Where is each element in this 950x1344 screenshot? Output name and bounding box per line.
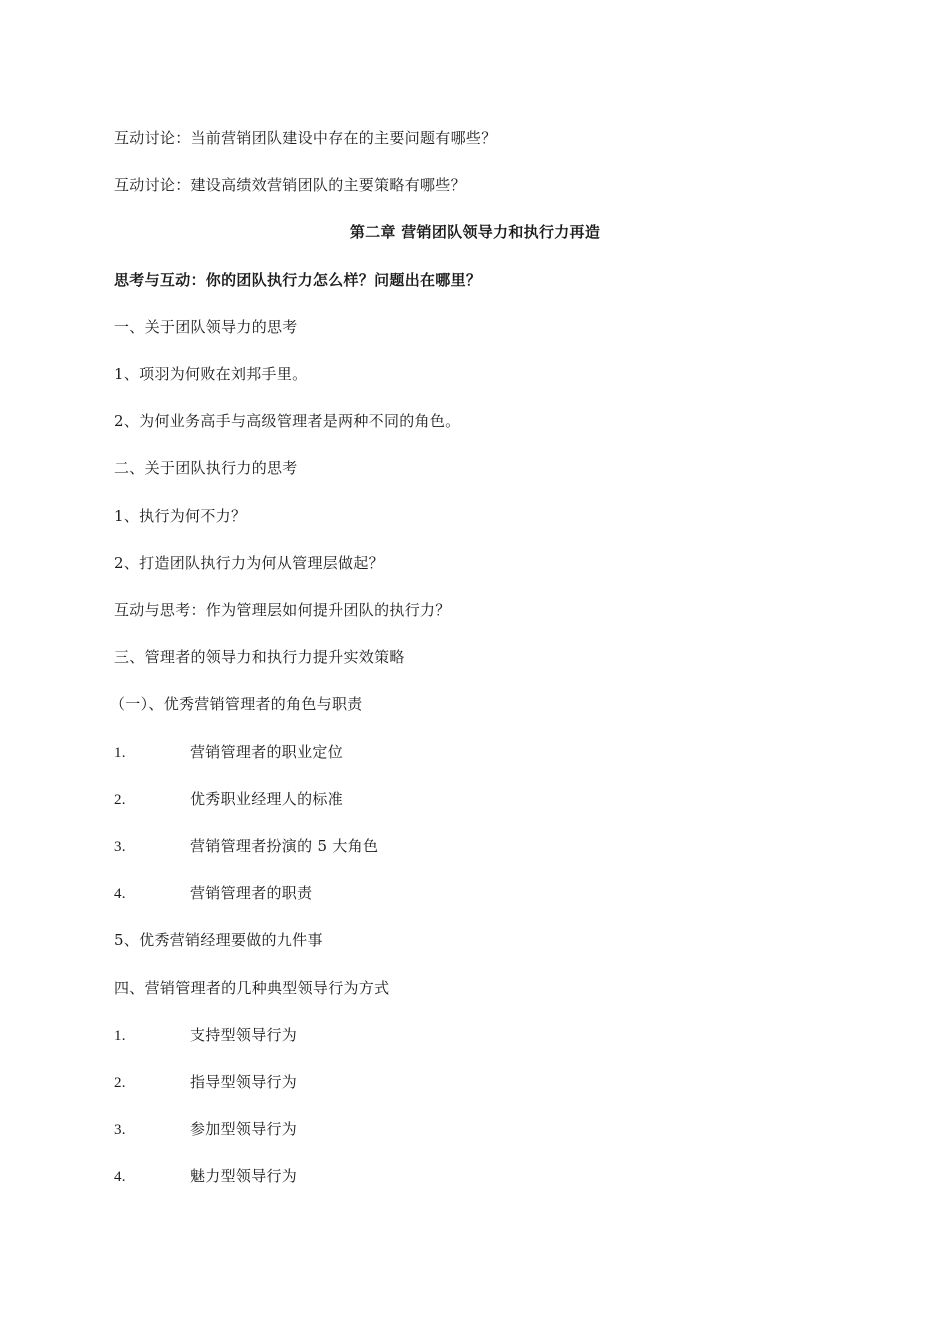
list-item: [114, 1166, 297, 1187]
section-1-heading: 一、关于团队领导力的思考: [114, 318, 298, 336]
section-1-item-2: 2、为何业务高手与高级管理者是两种不同的角色。: [114, 412, 461, 430]
list-item: [114, 789, 343, 810]
list-item-text: 指导型领导行为: [190, 1073, 298, 1091]
list-item: [114, 1119, 297, 1140]
list-item-text: 优秀职业经理人的标准: [190, 790, 344, 808]
list-item-number: 3.: [114, 1122, 126, 1138]
list-item-text: 参加型领导行为: [190, 1120, 298, 1138]
interact-think-line: 互动与思考：作为管理层如何提升团队的执行力？: [114, 601, 451, 619]
list-item-text: 营销管理者的职责: [190, 884, 313, 902]
list-item: [114, 742, 343, 763]
section-4-heading: 四、营销管理者的几种典型领导行为方式: [114, 979, 390, 997]
list-item-text: 营销管理者扮演的 5 大角色: [190, 837, 379, 855]
list-item-number: 4.: [114, 1169, 126, 1185]
section-3-subheading: （一）、优秀营销管理者的角色与职责: [110, 695, 363, 713]
list-item-number: 2.: [114, 1075, 126, 1091]
section-3-item-5: 5、优秀营销经理要做的九件事: [114, 931, 323, 949]
section-2-item-1: 1、执行为何不力？: [114, 507, 247, 525]
list-item-number: 4.: [114, 886, 126, 902]
list-item: [114, 1025, 297, 1046]
chapter-title: 第二章 营销团队领导力和执行力再造: [349, 223, 601, 241]
section-1-item-1: 1、项羽为何败在刘邦手里。: [114, 365, 308, 383]
list-item-text: 支持型领导行为: [190, 1026, 298, 1044]
think-interact-heading: 思考与互动：你的团队执行力怎么样？问题出在哪里？: [114, 271, 482, 289]
list-item-number: 2.: [114, 792, 126, 808]
discussion-line-1: 互动讨论：当前营销团队建设中存在的主要问题有哪些？: [114, 129, 497, 147]
list-item-number: 1.: [114, 745, 126, 761]
list-item-number: 1.: [114, 1028, 126, 1044]
list-item-text: 营销管理者的职业定位: [190, 743, 344, 761]
list-item-number: 3.: [114, 839, 126, 855]
discussion-line-2: 互动讨论：建设高绩效营销团队的主要策略有哪些？: [114, 176, 466, 194]
section-3-heading: 三、管理者的领导力和执行力提升实效策略: [114, 648, 405, 666]
list-item: [114, 836, 378, 857]
section-2-item-2: 2、打造团队执行力为何从管理层做起？: [114, 554, 384, 572]
list-item: [114, 883, 312, 904]
section-2-heading: 二、关于团队执行力的思考: [114, 459, 298, 477]
list-item-text: 魅力型领导行为: [190, 1167, 298, 1185]
list-item: [114, 1072, 297, 1093]
